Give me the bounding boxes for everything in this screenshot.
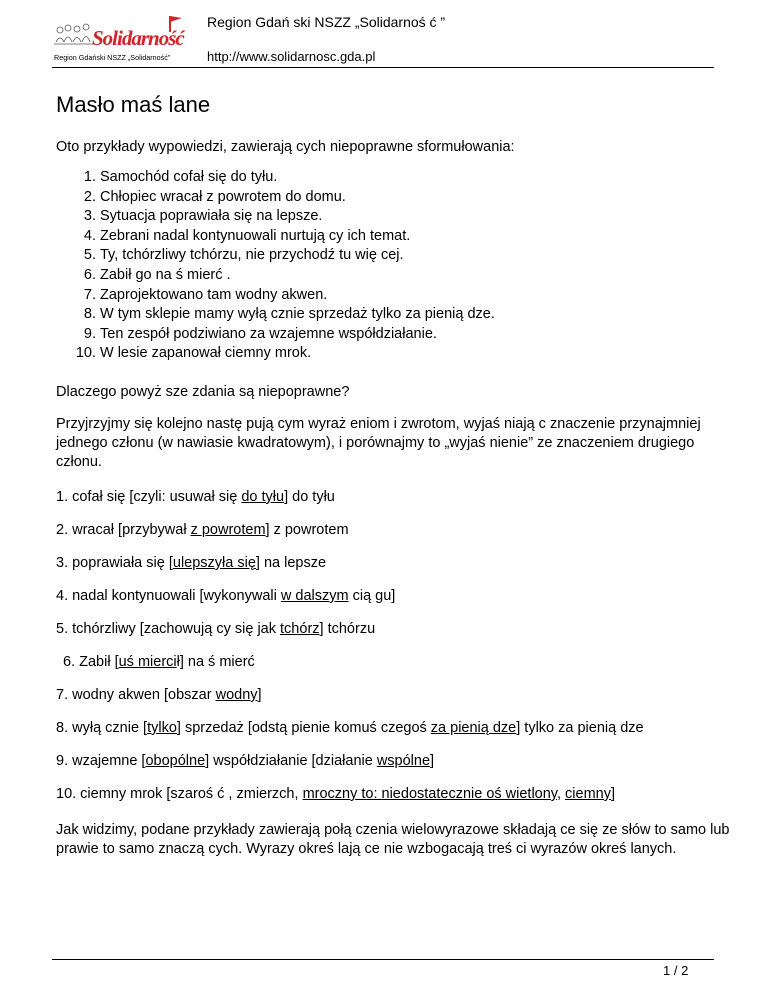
list-item: 5. Ty, tchórzliwy tchórzu, nie przychodź tu wię cej. bbox=[100, 246, 736, 266]
conclusion-text: Jak widzimy, podane przykłady zawierają połą czenia wielowyrazowe składają ce się ze słów to samo lub prawie to samo znaczą cych. Wyrazy okreś lają ce nie wzbogacają treś ci wyrazów okreś lanych. bbox=[56, 821, 730, 857]
list-item: 9. Ten zespół podziwiano za wzajemne współdziałanie. bbox=[100, 325, 736, 345]
explanation-item: 8. wyłą cznie [tylko] sprzedaż [odstą pienie komuś czegoś za pienią dze] tylko za pienią dze bbox=[56, 719, 644, 736]
header-divider bbox=[52, 67, 714, 68]
article-title: Masło maś lane bbox=[56, 92, 211, 117]
intro-text: Oto przykłady wypowiedzi, zawierają cych niepoprawne sformułowania: bbox=[56, 139, 515, 155]
explanation-item: 10. ciemny mrok [szaroś ć , zmierzch, mroczny to: niedostatecznie oś wietlony, ciemny] bbox=[56, 785, 615, 802]
examples-list bbox=[56, 168, 736, 364]
list-item: 8. W tym sklepie mamy wyłą cznie sprzedaż tylko za pienią dze. bbox=[100, 305, 736, 325]
footer-divider bbox=[52, 959, 714, 960]
explanation-item: 9. wzajemne [obopólne] współdziałanie [działanie wspólne] bbox=[56, 752, 435, 769]
question-text: Dlaczego powyż sze zdania są niepoprawne? bbox=[56, 383, 350, 400]
explanation-item: 4. nadal kontynuowali [wykonywali w dalszym cią gu] bbox=[56, 587, 396, 604]
explanation-item: 5. tchórzliwy [zachowują cy się jak tchórz] tchórzu bbox=[56, 620, 376, 637]
svg-text:Solidarność: Solidarność bbox=[92, 26, 184, 50]
explanation-text: Przyjrzyjmy się kolejno nastę pują cym wyraż eniom i zwrotom, wyjaś niają c znaczenie przynajmniej jednego członu (w nawiasie kwadratowym), i porównajmy to „wyjaś nienie” ze znaczeniem drugiego członu. bbox=[56, 415, 701, 470]
explanation-item: 7. wodny akwen [obszar wodny] bbox=[56, 686, 262, 703]
list-item: 10. W lesie zapanował ciemny mrok. bbox=[100, 344, 736, 364]
list-item: 2. Chłopiec wracał z powrotem do domu. bbox=[100, 188, 736, 208]
solidarnosc-logo bbox=[52, 12, 200, 64]
explanation-item: 2. wracał [przybywał z powrotem] z powrotem bbox=[56, 521, 349, 538]
page-header bbox=[0, 0, 768, 70]
page-number: 1 / 2 bbox=[663, 963, 689, 978]
explanation-item: 3. poprawiała się [ulepszyła się] na lepsze bbox=[56, 554, 327, 571]
list-item: 1. Samochód cofał się do tyłu. bbox=[100, 168, 736, 188]
list-item: 6. Zabił go na ś mierć . bbox=[100, 266, 736, 286]
explanation-item: 1. cofał się [czyli: usuwał się do tyłu] do tyłu bbox=[56, 488, 335, 505]
header-title: Region Gdań ski NSZZ „Solidarnoś ć ” bbox=[207, 14, 446, 30]
explanation-item: 6. Zabił [uś miercił] na ś mierć bbox=[63, 653, 255, 670]
article-body bbox=[56, 92, 736, 873]
list-item: 4. Zebrani nadal kontynuowali nurtują cy ich temat. bbox=[100, 227, 736, 247]
list-item: 3. Sytuacja poprawiała się na lepsze. bbox=[100, 207, 736, 227]
header-url-link[interactable]: http://www.solidarnosc.gda.pl bbox=[207, 49, 376, 64]
list-item: 7. Zaprojektowano tam wodny akwen. bbox=[100, 286, 736, 306]
svg-text:Region Gdański NSZZ „Solidarno: Region Gdański NSZZ „Solidarność” bbox=[54, 53, 171, 62]
